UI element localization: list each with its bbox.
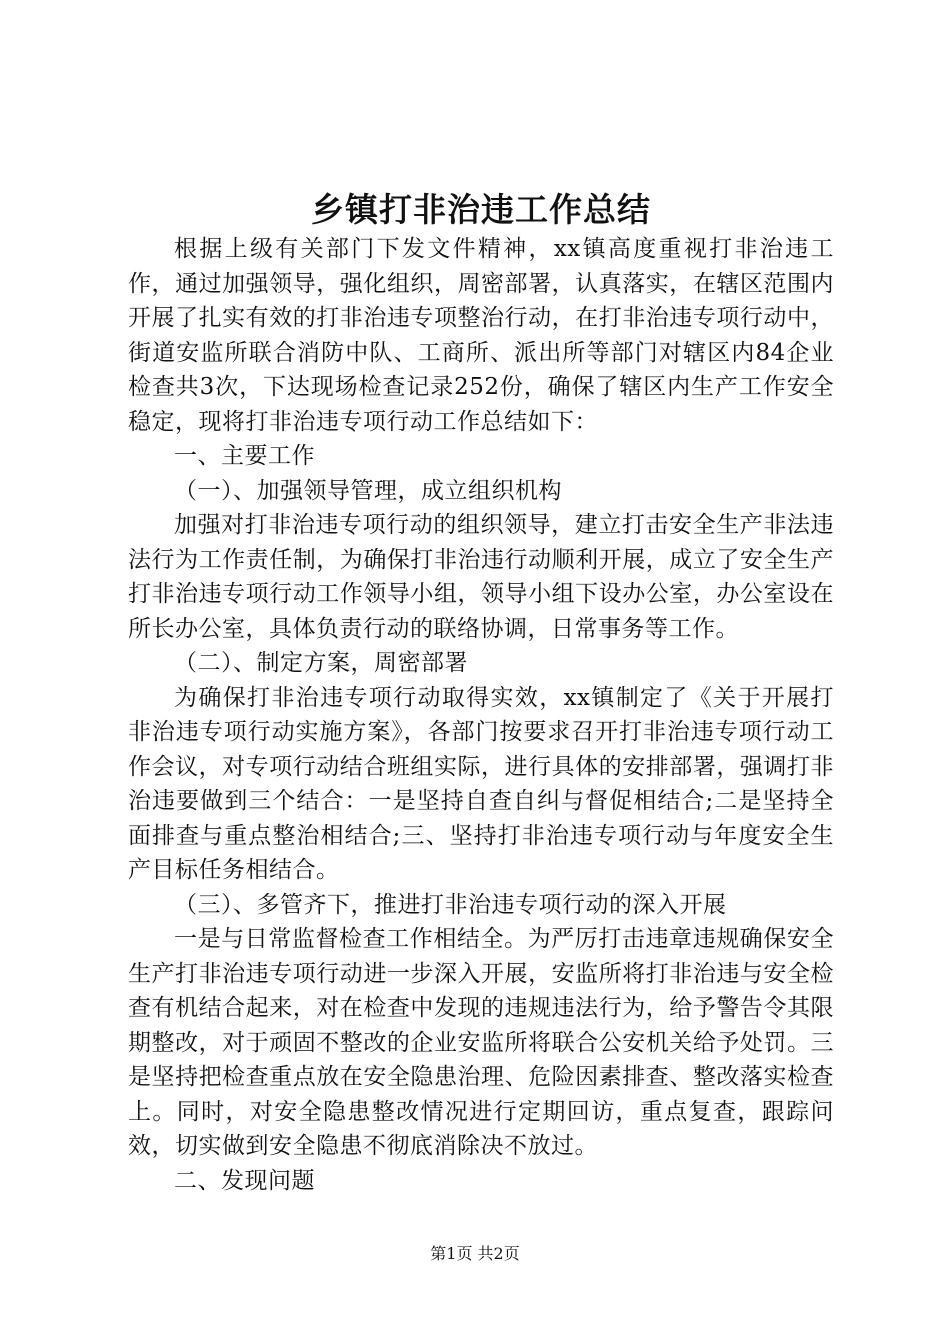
section-heading-problems: 二、发现问题 (174, 1167, 315, 1194)
page-indicator: 第1页 共2页 (430, 1244, 520, 1263)
section-heading-main-work: 一、主要工作 (174, 443, 315, 469)
paragraph-plan: 为确保打非治违专项行动取得实效，xx镇制定了《关于开展打非治违专项行动实施方案》，各部门按要求召开打非治违专项行动工作会议，对专项行动结合班组实际，进行具体的安排部署，强调打非治违要做到三个结合：一是坚持自查自纠与督促相结合;二是坚持全面排查与重点整治相结合;三、坚持打非治违专项行动与年度安全生产目标任务相结合。 (128, 684, 834, 883)
paragraph-inspection: 一是与日常监督检查工作相结全。为严厉打击违章违规确保安全生产打非治违专项行动进一步深入开展，安监所将打非治违与安全检查有机结合起来，对在检查中发现的违规违法行为，给予警告令其限期整改，对于顽固不整改的企业安监所将联合公安机关给予处罚。三是坚持把检查重点放在安全隐患治理、危险因素排查、整改落实检查上。同时，对安全隐患整改情况进行定期回访，重点复查，跟踪问效，切实做到安全隐患不彻底消除决不放过。 (128, 926, 834, 1159)
document-body (128, 232, 834, 1198)
subsection-heading-1: （一）、加强领导管理，成立组织机构 (174, 477, 562, 504)
subsection-heading-3: （三）、多管齐下，推进打非治违专项行动的深入开展 (174, 891, 727, 918)
page-footer (0, 1244, 950, 1264)
paragraph-intro: 根据上级有关部门下发文件精神，xx镇高度重视打非治违工作，通过加强领导，强化组织，周密部署，认真落实，在辖区范围内开展了扎实有效的打非治违专项整治行动，在打非治违专项行动中，街道安监所联合消防中队、工商所、派出所等部门对辖区内84企业检查共3次，下达现场检查记录252份，确保了辖区内生产工作安全稳定，现将打非治违专项行动工作总结如下： (128, 236, 834, 435)
document-page (128, 188, 834, 1198)
paragraph-leadership: 加强对打非治违专项行动的组织领导，建立打击安全生产非法违法行为工作责任制，为确保打非治违行动顺利开展，成立了安全生产打非治违专项行动工作领导小组，领导小组下设办公室，办公室设在所长办公室，具体负责行动的联络协调，日常事务等工作。 (128, 512, 834, 642)
document-title: 乡镇打非治违工作总结 (311, 190, 651, 229)
subsection-heading-2: （二）、制定方案，周密部署 (174, 650, 468, 676)
